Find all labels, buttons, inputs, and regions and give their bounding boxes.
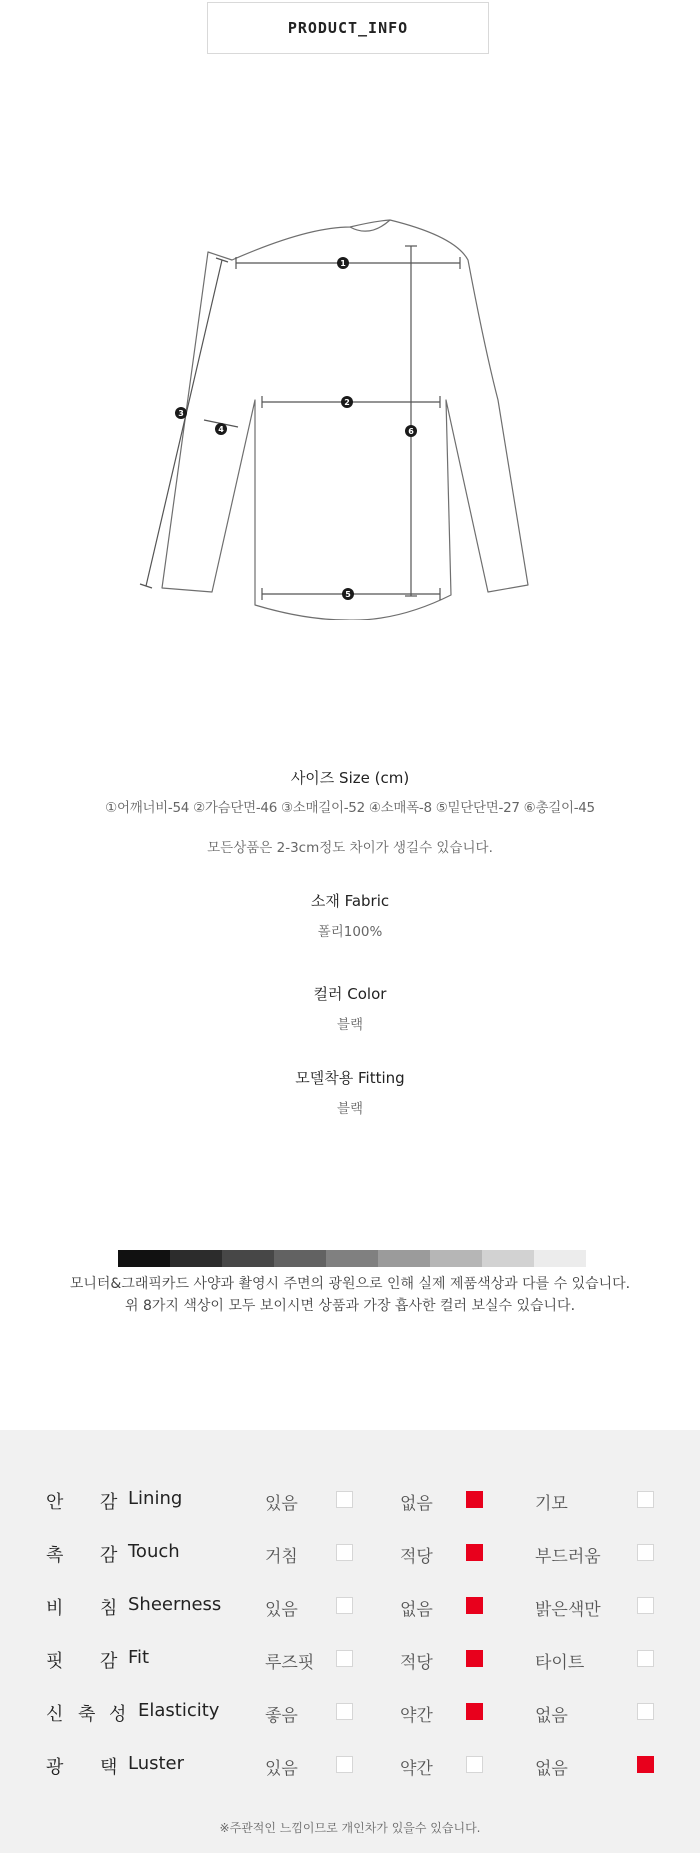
property-name-part: 비 [46,1598,64,1619]
fabric-properties-panel [0,1430,700,1853]
grayscale-swatch [534,1250,586,1267]
color-label: 컬러 Color [313,985,387,1003]
option-checkbox[interactable] [336,1544,353,1561]
option-checkbox-checked[interactable] [637,1756,654,1773]
monitor-note-line2: 위 8가지 색상이 모두 보이시면 상품과 가장 흡사한 컬러 보실수 있습니다. [124,1298,576,1314]
marker-label: 6 [408,427,414,436]
property-row [0,1749,700,1779]
size-measurements-row [0,796,700,816]
property-name-part: 감 [100,1545,118,1566]
property-option-label: 밝은색만 [535,1600,601,1620]
grayscale-swatch [222,1250,274,1267]
property-option-label: 루즈핏 [265,1653,315,1673]
property-name-part: 안 [46,1492,64,1513]
option-checkbox[interactable] [336,1491,353,1508]
option-checkbox[interactable] [637,1544,654,1561]
marker-label: 4 [218,425,224,434]
size-measurements: ①어깨너비-54 ②가슴단면-46 ③소매길이-52 ④소매폭-8 ⑤밑단단면-27 ⑥총길이-45 [105,800,595,816]
page-title: PRODUCT_INFO [287,19,409,37]
product-info-header [207,2,489,54]
property-option-label: 있음 [265,1494,298,1514]
grayscale-swatch [274,1250,326,1267]
property-option-label: 약간 [400,1759,433,1779]
option-checkbox-checked[interactable] [466,1597,483,1614]
property-name-part: 신 [46,1704,64,1725]
option-checkbox[interactable] [637,1597,654,1614]
property-row [0,1590,700,1620]
property-name-part: 침 [100,1598,118,1619]
color-section [0,983,700,1033]
marker-label: 5 [345,590,351,599]
grayscale-swatch [118,1250,170,1267]
property-option-label: 없음 [400,1494,433,1514]
property-option-label: 없음 [535,1706,568,1726]
property-row [0,1696,700,1726]
property-option-label: 기모 [535,1494,568,1514]
property-name-part: Sheerness [128,1594,222,1615]
grayscale-swatch [326,1250,378,1267]
property-row [0,1537,700,1567]
property-name-part: Fit [128,1647,150,1668]
property-option-label: 타이트 [535,1653,585,1673]
property-name-part: 감 [100,1651,118,1672]
grayscale-swatch [170,1250,222,1267]
grayscale-strip [118,1250,586,1267]
grayscale-swatch [378,1250,430,1267]
option-checkbox[interactable] [637,1491,654,1508]
size-note: 모든상품은 2-3cm정도 차이가 생길수 있습니다. [207,840,493,856]
property-name-part: 축 [78,1704,96,1725]
property-option-label: 있음 [265,1759,298,1779]
option-checkbox-checked[interactable] [466,1650,483,1667]
option-checkbox[interactable] [637,1703,654,1720]
fitting-section [0,1067,700,1117]
property-name-part: Touch [128,1541,180,1562]
property-name-part: Luster [128,1753,185,1774]
marker-label: 3 [178,409,184,418]
option-checkbox[interactable] [466,1756,483,1773]
property-option-label: 약간 [400,1706,433,1726]
option-checkbox[interactable] [336,1650,353,1667]
property-name-part: 광 [46,1757,64,1778]
property-name-part: 택 [100,1757,118,1778]
property-option-label: 적당 [400,1653,433,1673]
option-checkbox[interactable] [336,1703,353,1720]
property-row [0,1643,700,1673]
option-checkbox[interactable] [336,1756,353,1773]
size-section [0,767,700,788]
property-option-label: 부드러움 [535,1547,601,1567]
property-option-label: 좋음 [265,1706,298,1726]
option-checkbox-checked[interactable] [466,1544,483,1561]
property-row [0,1484,700,1514]
property-name-part: Elasticity [138,1700,220,1721]
property-name-part: Lining [128,1488,183,1509]
size-note-row [0,836,700,856]
option-checkbox[interactable] [336,1597,353,1614]
option-checkbox-checked[interactable] [466,1703,483,1720]
monitor-note-line1: 모니터&그래픽카드 사양과 촬영시 주면의 광원으로 인해 실제 제품색상과 다를 수 있습니다. [69,1276,631,1292]
fabric-value: 폴리100% [317,924,383,940]
fitting-label: 모델착용 Fitting [295,1069,405,1087]
subjective-note: ※주관적인 느낌이므로 개인차가 있을수 있습니다. [219,1821,481,1835]
fitting-value: 블랙 [336,1101,364,1117]
property-option-label: 없음 [400,1600,433,1620]
marker-label: 1 [340,259,346,268]
garment-size-diagram [0,200,700,620]
property-option-label: 적당 [400,1547,433,1567]
fabric-section [0,890,700,940]
fabric-label: 소재 Fabric [310,892,390,910]
property-option-label: 거침 [265,1547,298,1567]
size-label: 사이즈 Size (cm) [290,769,410,787]
grayscale-swatch [482,1250,534,1267]
property-option-label: 없음 [535,1759,568,1779]
option-checkbox-checked[interactable] [466,1491,483,1508]
grayscale-swatch [430,1250,482,1267]
property-name-part: 핏 [46,1651,64,1672]
property-name-part: 감 [100,1492,118,1513]
property-name-part: 촉 [46,1545,64,1566]
property-name-part: 성 [109,1704,127,1725]
color-value: 블랙 [336,1017,364,1033]
marker-label: 2 [344,398,350,407]
property-option-label: 있음 [265,1600,298,1620]
option-checkbox[interactable] [637,1650,654,1667]
